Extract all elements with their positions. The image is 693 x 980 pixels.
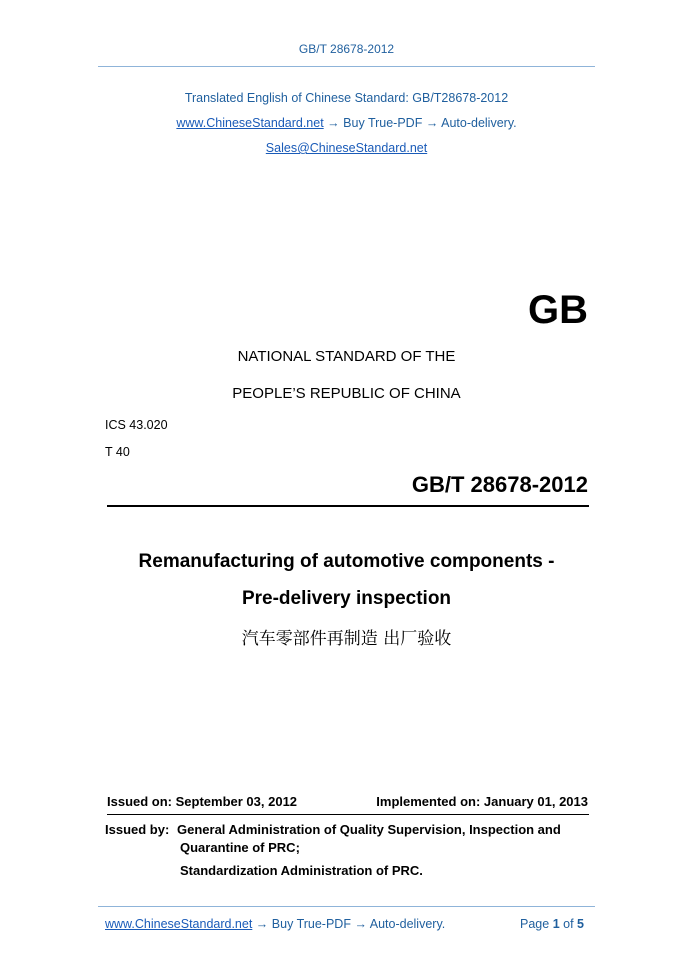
arrow-right-icon: →	[425, 116, 439, 130]
national-standard-line1: NATIONAL STANDARD OF THE	[237, 348, 456, 365]
header-divider	[98, 66, 595, 67]
arrow-right-icon: →	[354, 917, 367, 931]
issuer-line3: Standardization Administration of PRC.	[180, 863, 423, 878]
page-total: 5	[577, 917, 584, 931]
page-current: 1	[552, 917, 560, 931]
footer-divider	[98, 906, 595, 907]
issuer-line2: Quarantine of PRC;	[180, 840, 300, 855]
title-english-line2: Pre-delivery inspection	[241, 588, 452, 609]
ics-code: ICS 43.020	[105, 418, 168, 432]
issued-by-label: Issued by:	[105, 822, 170, 837]
sales-email-link[interactable]: Sales@ChineseStandard.net	[265, 141, 428, 155]
footer-links-line	[105, 917, 445, 931]
footer-site-link[interactable]: www.ChineseStandard.net	[105, 917, 253, 931]
buy-pdf-text: Buy True-PDF	[343, 116, 423, 130]
footer-auto-delivery-text: Auto-delivery.	[369, 917, 446, 931]
implemented-date: Implemented on: January 01, 2013	[376, 794, 588, 809]
national-standard-line2: PEOPLE’S REPUBLIC OF CHINA	[232, 385, 461, 402]
issuer-line1: General Administration of Quality Supervision, Inspection and	[177, 822, 561, 837]
arrow-right-icon: →	[327, 116, 340, 130]
intro-links-line	[0, 116, 693, 130]
dates-rule	[107, 814, 589, 815]
footer-buy-pdf-text: Buy True-PDF	[271, 917, 351, 931]
auto-delivery-text: Auto-delivery.	[441, 116, 517, 130]
title-chinese: 汽车零部件再制造 出厂验收	[241, 629, 452, 649]
translation-notice: Translated English of Chinese Standard: GB/T28678-2012	[184, 91, 509, 105]
title-english-line1: Remanufacturing of automotive components -	[138, 551, 555, 572]
site-link[interactable]: www.ChineseStandard.net	[176, 116, 324, 130]
category-code: T 40	[105, 445, 130, 459]
standard-number-rule	[107, 505, 589, 507]
arrow-right-icon: →	[255, 917, 269, 931]
gb-mark: GB	[528, 288, 588, 332]
page-of-label: of	[563, 917, 574, 931]
email-line	[0, 141, 693, 155]
header-standard-code: GB/T 28678-2012	[298, 42, 395, 56]
standard-number: GB/T 28678-2012	[411, 472, 588, 497]
page-label: Page	[520, 917, 550, 931]
page-indicator	[480, 917, 584, 931]
issued-date: Issued on: September 03, 2012	[107, 794, 298, 809]
